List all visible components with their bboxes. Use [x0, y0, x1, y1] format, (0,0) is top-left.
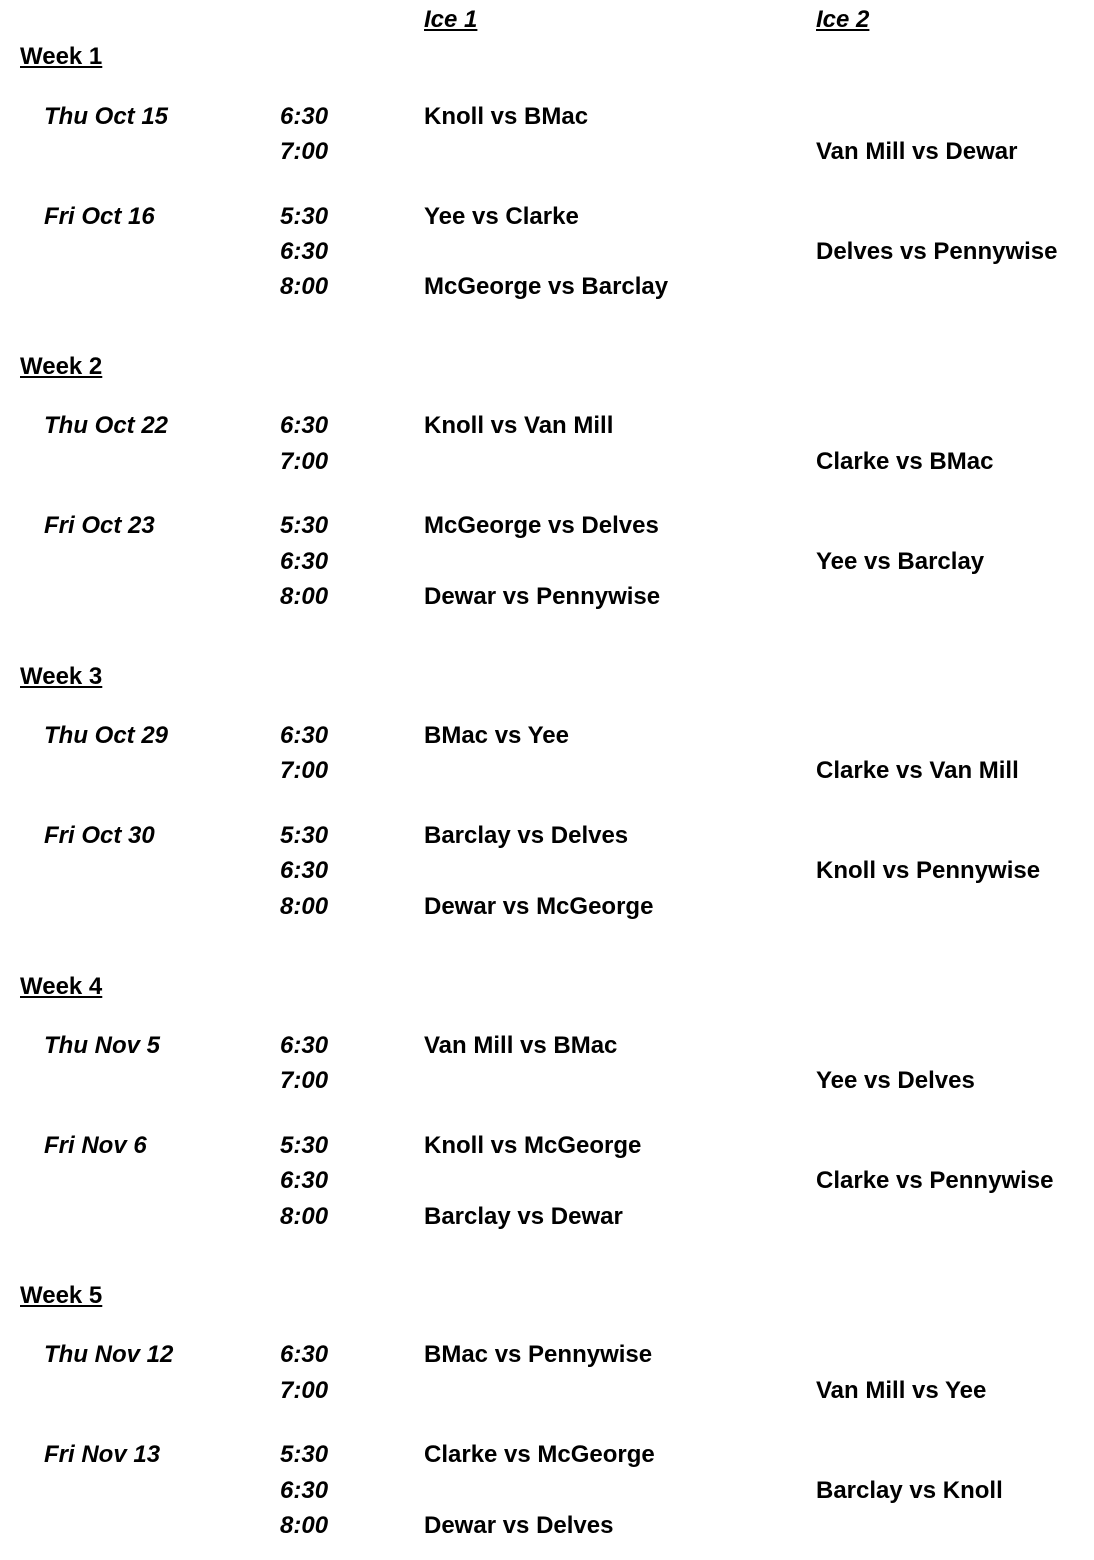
ice-2-game: Clarke vs Van Mill — [816, 757, 1019, 784]
game-time: 6:30 — [280, 1032, 329, 1059]
ice-1-game: Barclay vs Delves — [424, 822, 629, 849]
day-label: Thu Nov 5 — [44, 1032, 161, 1059]
ice-1-game: McGeorge vs Delves — [424, 512, 659, 539]
game-time: 8:00 — [280, 583, 329, 610]
ice-1-game: BMac vs Yee — [424, 722, 569, 749]
ice-1-game: Clarke vs McGeorge — [424, 1441, 655, 1468]
ice-1-game: Knoll vs BMac — [424, 103, 589, 130]
game-time: 5:30 — [280, 512, 329, 539]
game-time: 6:30 — [280, 412, 329, 439]
day-label: Fri Nov 6 — [44, 1132, 147, 1159]
ice-1-game: Knoll vs McGeorge — [424, 1132, 642, 1159]
game-time: 8:00 — [280, 893, 329, 920]
ice-1-header: Ice 1 — [424, 6, 478, 33]
game-time: 6:30 — [280, 103, 329, 130]
game-time: 6:30 — [280, 238, 329, 265]
game-time: 7:00 — [280, 1067, 329, 1094]
ice-1-game: BMac vs Pennywise — [424, 1341, 653, 1368]
ice-2-game: Yee vs Delves — [816, 1067, 975, 1094]
ice-2-game: Clarke vs Pennywise — [816, 1167, 1054, 1194]
game-time: 6:30 — [280, 1167, 329, 1194]
ice-2-game: Van Mill vs Yee — [816, 1377, 987, 1404]
ice-2-header: Ice 2 — [816, 6, 870, 33]
day-label: Fri Oct 16 — [44, 203, 155, 230]
game-time: 6:30 — [280, 1341, 329, 1368]
day-label: Thu Oct 15 — [44, 103, 169, 130]
game-time: 5:30 — [280, 822, 329, 849]
game-time: 7:00 — [280, 757, 329, 784]
ice-1-game: Knoll vs Van Mill — [424, 412, 614, 439]
week-heading: Week 4 — [20, 973, 103, 1000]
game-time: 7:00 — [280, 1377, 329, 1404]
day-label: Fri Nov 13 — [44, 1441, 161, 1468]
ice-1-game: Barclay vs Dewar — [424, 1203, 623, 1230]
ice-2-game: Delves vs Pennywise — [816, 238, 1058, 265]
ice-2-game: Clarke vs BMac — [816, 448, 994, 475]
ice-1-game: Yee vs Clarke — [424, 203, 579, 230]
game-time: 5:30 — [280, 203, 329, 230]
game-time: 5:30 — [280, 1132, 329, 1159]
day-label: Fri Oct 30 — [44, 822, 155, 849]
ice-1-game: Van Mill vs BMac — [424, 1032, 618, 1059]
week-heading: Week 3 — [20, 663, 103, 690]
week-heading: Week 2 — [20, 353, 103, 380]
game-time: 7:00 — [280, 448, 329, 475]
ice-1-game: Dewar vs Pennywise — [424, 583, 661, 610]
ice-2-game: Yee vs Barclay — [816, 548, 985, 575]
week-heading: Week 1 — [20, 43, 103, 70]
ice-1-game: Dewar vs McGeorge — [424, 893, 654, 920]
game-time: 8:00 — [280, 273, 329, 300]
day-label: Thu Oct 29 — [44, 722, 169, 749]
ice-2-game: Barclay vs Knoll — [816, 1477, 1003, 1504]
ice-1-game: McGeorge vs Barclay — [424, 273, 669, 300]
game-time: 6:30 — [280, 857, 329, 884]
day-label: Thu Nov 12 — [44, 1341, 174, 1368]
game-time: 6:30 — [280, 548, 329, 575]
day-label: Thu Oct 22 — [44, 412, 169, 439]
game-time: 8:00 — [280, 1203, 329, 1230]
game-time: 7:00 — [280, 138, 329, 165]
game-time: 5:30 — [280, 1441, 329, 1468]
week-heading: Week 5 — [20, 1282, 103, 1309]
day-label: Fri Oct 23 — [44, 512, 155, 539]
game-time: 8:00 — [280, 1512, 329, 1539]
game-time: 6:30 — [280, 722, 329, 749]
game-time: 6:30 — [280, 1477, 329, 1504]
ice-2-game: Van Mill vs Dewar — [816, 138, 1018, 165]
ice-2-game: Knoll vs Pennywise — [816, 857, 1041, 884]
ice-1-game: Dewar vs Delves — [424, 1512, 614, 1539]
